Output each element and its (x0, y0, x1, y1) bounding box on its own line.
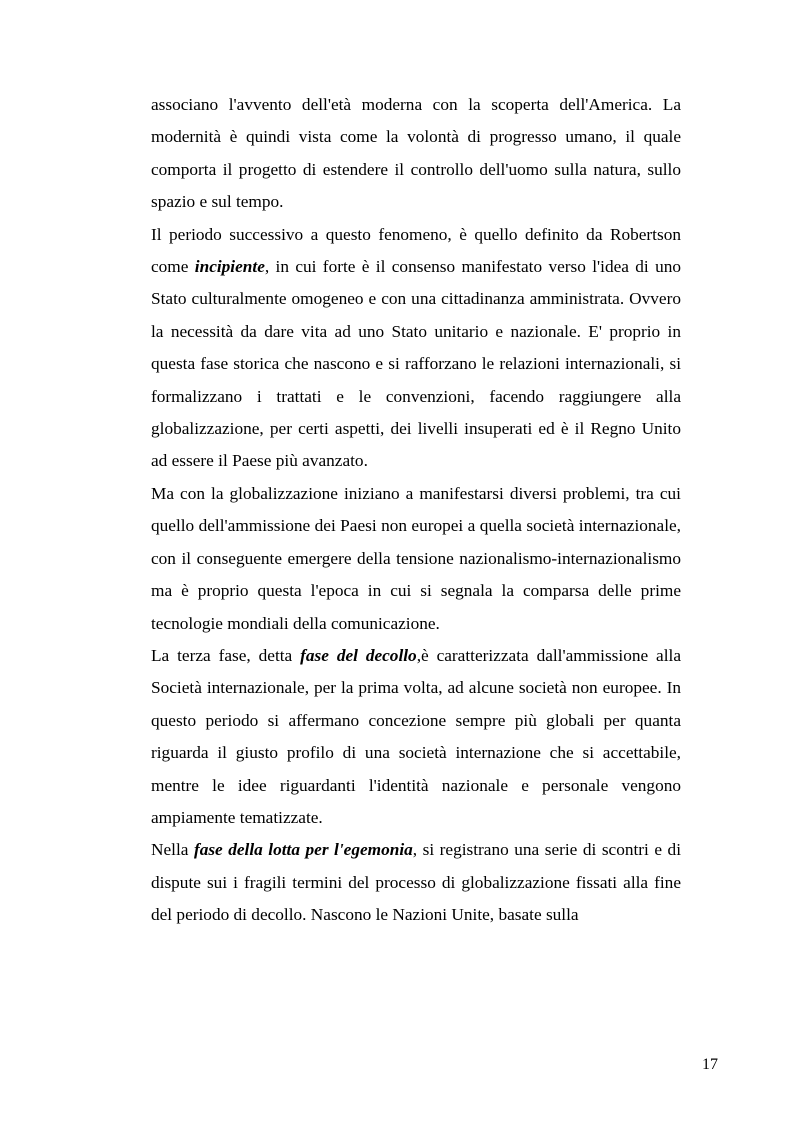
paragraph-text-after: , in cui forte è il consenso manifestato verso l'idea di uno Stato culturalmente omogeneo e con una cittadinanza amministrata. Ovvero la necessità da dare vita ad uno Stato unitario e nazionale. E' proprio in questa fase storica che nascono e si rafforzano le relazioni internazionali, si formalizzano i trattati e le convenzioni, facendo raggiungere alla globalizzazione, per certi aspetti, dei livelli insuperati ed è il Regno Unito ad essere il Paese più avanzato. (151, 257, 681, 471)
paragraph-takeoff-phase (151, 640, 681, 834)
page-body (151, 89, 681, 932)
paragraph-globalization-problems: Ma con la globalizzazione iniziano a manifestarsi diversi problemi, tra cui quello dell'ammissione dei Paesi non europei a quella società internazionale, con il conseguente emergere della tensione nazionalismo-internazionalismo ma è proprio questa l'epoca in cui si segnala la comparsa delle prime tecnologie mondiali della comunicazione. (151, 483, 681, 633)
page-number: 17 (702, 1056, 718, 1073)
paragraph-incipient-phase (151, 219, 681, 478)
paragraph-text-after: ,è caratterizzata dall'ammissione alla Società internazionale, per la prima volta, ad alcune società non europee. In questo periodo si affermano concezione sempre più globali per quanta riguarda il giusto profilo di una società internazione che si accettabile, mentre le idee riguardanti l'identità nazionale e personale vengono ampiamente tematizzate. (151, 645, 681, 827)
term-fase-del-decollo: fase del decollo (300, 645, 417, 665)
paragraph-text-after: , si registrano una serie di scontri e di dispute sui i fragili termini del processo di globalizzazione fissati alla fine del periodo di decollo. Nascono le Nazioni Unite, basate sulla (151, 840, 681, 925)
term-lotta-per-egemonia: fase della lotta per l'egemonia (193, 840, 413, 860)
paragraph-modernity: associano l'avvento dell'età moderna con la scoperta dell'America. La modernità è quindi vista come la volontà di progresso umano, il quale comporta il progetto di estendere il controllo dell'uomo sulla natura, sullo spazio e sul tempo. (151, 95, 681, 212)
paragraph-text-before: Il periodo successivo a questo fenomeno, è quello definito da Robertson come (151, 224, 681, 277)
paragraph-text-before: La terza fase, detta (151, 645, 301, 665)
paragraph-hegemony-phase (151, 834, 681, 931)
paragraph-text-before: Nella (151, 840, 194, 860)
term-incipiente: incipiente (194, 257, 265, 277)
